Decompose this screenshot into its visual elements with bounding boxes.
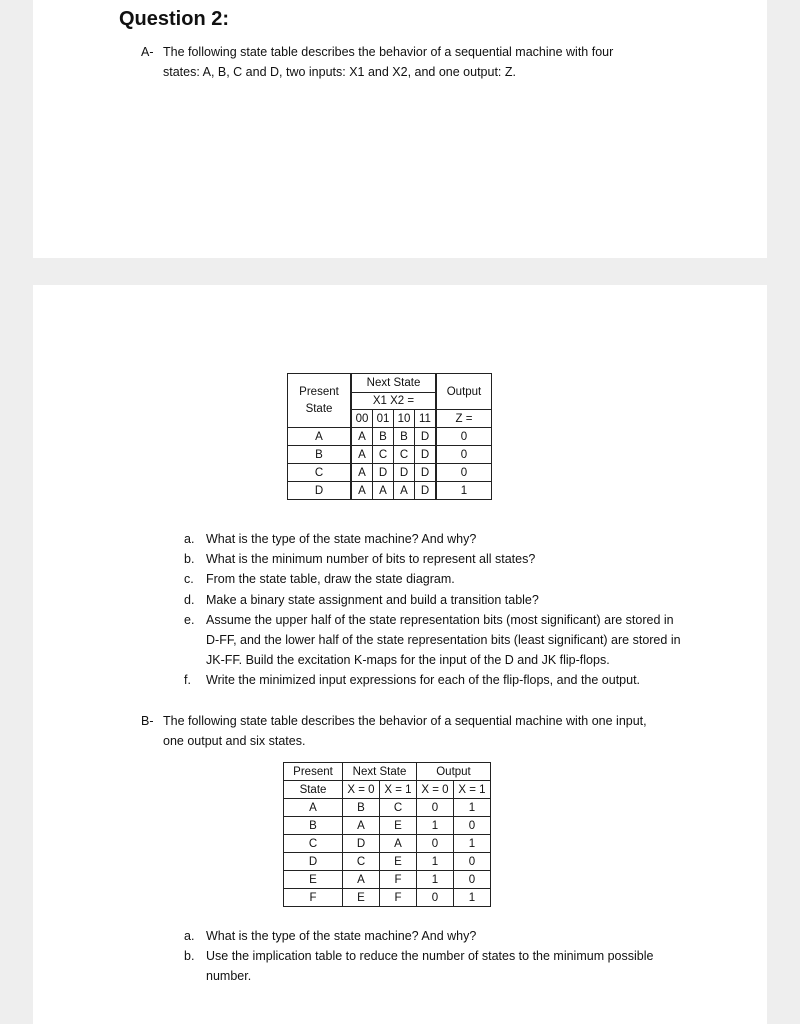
- output-cell: 1: [417, 853, 454, 871]
- next-state-cell: E: [380, 853, 417, 871]
- next-state-cell: E: [343, 889, 380, 907]
- table-row: [284, 871, 491, 889]
- questions-a-list: [184, 529, 684, 691]
- next-state-cell: B: [394, 428, 415, 446]
- part-b-intro: [141, 711, 647, 751]
- output-header: Output: [436, 374, 492, 410]
- output-cell: 0: [417, 835, 454, 853]
- present-state-cell: C: [288, 464, 352, 482]
- x0-output-header: X = 0: [417, 781, 454, 799]
- table-row: [284, 817, 491, 835]
- next-state-cell: E: [380, 817, 417, 835]
- part-b-line-2: one output and six states.: [163, 734, 306, 748]
- part-b-line-1: The following state table describes the behavior of a sequential machine with one input,: [163, 714, 647, 728]
- table-row: [288, 428, 492, 446]
- list-item: b. Use the implication table to reduce the number of states to the minimum possible number.: [184, 949, 654, 984]
- x1-header: X = 1: [380, 781, 417, 799]
- next-state-cell: C: [343, 853, 380, 871]
- state-table-b: [283, 762, 491, 907]
- part-b-label: B-: [141, 714, 154, 728]
- x0-header: X = 0: [343, 781, 380, 799]
- next-state-cell: F: [380, 889, 417, 907]
- z-header: Z =: [436, 410, 492, 428]
- list-item: d. Make a binary state assignment and build a transition table?: [184, 592, 539, 607]
- table-row: [288, 464, 492, 482]
- present-state-cell: E: [284, 871, 343, 889]
- next-state-cell: B: [373, 428, 394, 446]
- table-row: [288, 482, 492, 500]
- present-state-cell: A: [288, 428, 352, 446]
- next-state-cell: D: [415, 428, 437, 446]
- output-cell: 1: [454, 835, 491, 853]
- output-cell: 0: [417, 799, 454, 817]
- next-state-cell: C: [373, 446, 394, 464]
- state-header: State: [284, 781, 343, 799]
- next-state-cell: A: [351, 428, 373, 446]
- list-item: c. From the state table, draw the state diagram.: [184, 572, 455, 587]
- part-a-line-2: states: A, B, C and D, two inputs: X1 and X2, and one output: Z.: [163, 65, 516, 79]
- x1x2-header: X1 X2 =: [351, 393, 436, 410]
- present-state-cell: A: [284, 799, 343, 817]
- list-item: f. Write the minimized input expressions for each of the flip-flops, and the output.: [184, 673, 641, 688]
- present-state-cell: B: [284, 817, 343, 835]
- page-1: [33, 0, 767, 258]
- question-title: Question 2:: [119, 8, 230, 30]
- output-cell: 0: [454, 817, 491, 835]
- next-state-cell: B: [343, 799, 380, 817]
- next-state-cell: F: [380, 871, 417, 889]
- next-state-cell: A: [343, 817, 380, 835]
- part-a-intro: [141, 42, 614, 82]
- next-state-cell: D: [343, 835, 380, 853]
- next-state-cell: A: [351, 482, 373, 500]
- present-state-header: Present State: [288, 374, 352, 428]
- present-state-cell: C: [284, 835, 343, 853]
- table-row: [288, 446, 492, 464]
- x1-output-header: X = 1: [454, 781, 491, 799]
- output-cell: 0: [436, 428, 492, 446]
- list-item: b. What is the minimum number of bits to represent all states?: [184, 552, 536, 567]
- next-state-cell: D: [373, 464, 394, 482]
- next-state-cell: A: [351, 446, 373, 464]
- present-header: Present: [284, 763, 343, 781]
- next-state-cell: A: [394, 482, 415, 500]
- output-cell: 1: [417, 871, 454, 889]
- part-a-line-1: The following state table describes the behavior of a sequential machine with four: [163, 45, 614, 59]
- output-header: Output: [417, 763, 491, 781]
- table-row: [284, 835, 491, 853]
- next-state-cell: D: [415, 446, 437, 464]
- questions-b-list: [184, 926, 654, 987]
- output-cell: 0: [436, 464, 492, 482]
- next-state-cell: C: [394, 446, 415, 464]
- output-cell: 1: [454, 889, 491, 907]
- table-row: [284, 853, 491, 871]
- output-cell: 0: [454, 871, 491, 889]
- col-header: 10: [394, 410, 415, 428]
- output-cell: 1: [454, 799, 491, 817]
- next-state-cell: D: [415, 482, 437, 500]
- table-row: [284, 799, 491, 817]
- output-cell: 0: [436, 446, 492, 464]
- output-cell: 1: [436, 482, 492, 500]
- next-state-cell: D: [394, 464, 415, 482]
- present-state-cell: F: [284, 889, 343, 907]
- present-state-cell: B: [288, 446, 352, 464]
- page-2: [33, 285, 767, 1024]
- col-header: 01: [373, 410, 394, 428]
- state-table-a: [287, 373, 492, 500]
- table-row: [284, 889, 491, 907]
- next-state-cell: A: [343, 871, 380, 889]
- next-state-cell: A: [373, 482, 394, 500]
- col-header: 00: [351, 410, 373, 428]
- next-state-cell: C: [380, 799, 417, 817]
- list-item: e. Assume the upper half of the state representation bits (most significant) are stored in D-FF, and the lower half of the state representation bits (least significant) are stored in JK-FF. Build the excitation K-maps for the input of the D and JK flip-flops.: [184, 612, 681, 668]
- list-item: a. What is the type of the state machine? And why?: [184, 929, 477, 943]
- next-state-cell: D: [415, 464, 437, 482]
- next-state-header: Next State: [351, 374, 436, 393]
- next-state-cell: A: [380, 835, 417, 853]
- output-cell: 0: [454, 853, 491, 871]
- output-cell: 0: [417, 889, 454, 907]
- present-state-cell: D: [288, 482, 352, 500]
- part-a-label: A-: [141, 45, 154, 59]
- output-cell: 1: [417, 817, 454, 835]
- next-state-header: Next State: [343, 763, 417, 781]
- present-state-cell: D: [284, 853, 343, 871]
- col-header: 11: [415, 410, 437, 428]
- next-state-cell: A: [351, 464, 373, 482]
- list-item: a. What is the type of the state machine? And why?: [184, 532, 477, 546]
